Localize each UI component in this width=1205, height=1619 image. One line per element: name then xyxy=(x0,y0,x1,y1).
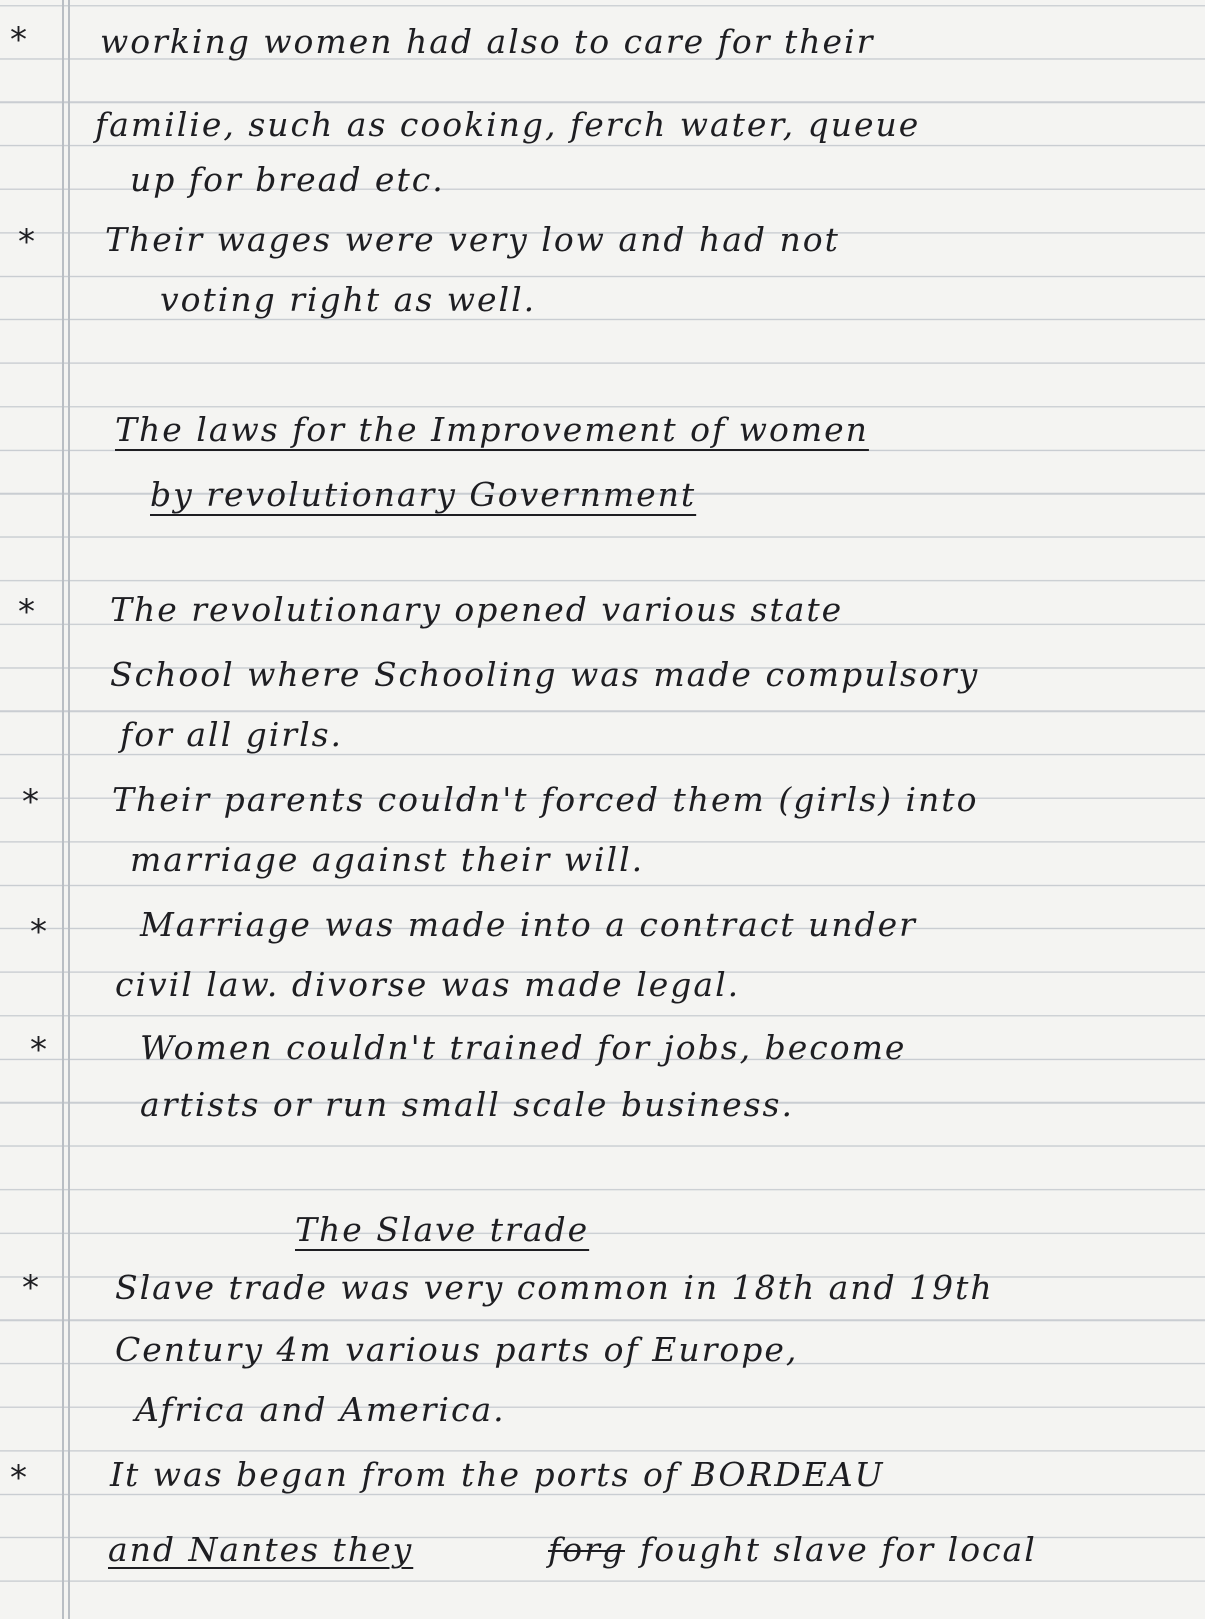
note-line: The revolutionary opened various state xyxy=(110,590,844,629)
note-line: and Nantes they xyxy=(108,1530,414,1569)
note-line: fought slave for local xyxy=(640,1530,1037,1569)
note-line: marriage against their will. xyxy=(130,840,645,879)
struck-word: forg xyxy=(548,1530,625,1569)
bullet: * xyxy=(18,592,35,632)
bullet: * xyxy=(22,782,39,822)
note-line: for all girls. xyxy=(120,715,344,754)
note-line: up for bread etc. xyxy=(130,160,445,199)
bullet: * xyxy=(30,912,47,952)
note-line: School where Schooling was made compulsory xyxy=(110,655,980,694)
margin-line xyxy=(62,0,64,1619)
note-line: Their parents couldn't forced them (girls) into xyxy=(112,780,979,819)
note-line: familie, such as cooking, ferch water, queue xyxy=(95,105,921,144)
note-line: Their wages were very low and had not xyxy=(105,220,840,259)
note-line: civil law. divorse was made legal. xyxy=(115,965,741,1004)
bullet: * xyxy=(10,20,27,60)
section-heading: by revolutionary Government xyxy=(150,475,697,514)
note-line: Century 4m various parts of Europe, xyxy=(115,1330,799,1369)
note-line: Africa and America. xyxy=(135,1390,506,1429)
section-heading: The laws for the Improvement of women xyxy=(115,410,869,449)
bullet: * xyxy=(22,1268,39,1308)
note-line: It was began from the ports of BORDEAU xyxy=(110,1455,885,1494)
bullet: * xyxy=(18,222,35,262)
note-line: working women had also to care for their xyxy=(100,22,875,61)
section-heading: The Slave trade xyxy=(295,1210,590,1249)
bullet: * xyxy=(30,1030,47,1070)
note-line: Women couldn't trained for jobs, become xyxy=(140,1028,907,1067)
note-line: voting right as well. xyxy=(160,280,537,319)
note-line: Marriage was made into a contract under xyxy=(140,905,917,944)
note-line: Slave trade was very common in 18th and 19th xyxy=(115,1268,994,1307)
bullet: * xyxy=(10,1458,27,1498)
note-line: artists or run small scale business. xyxy=(140,1085,794,1124)
margin-line-inner xyxy=(68,0,70,1619)
